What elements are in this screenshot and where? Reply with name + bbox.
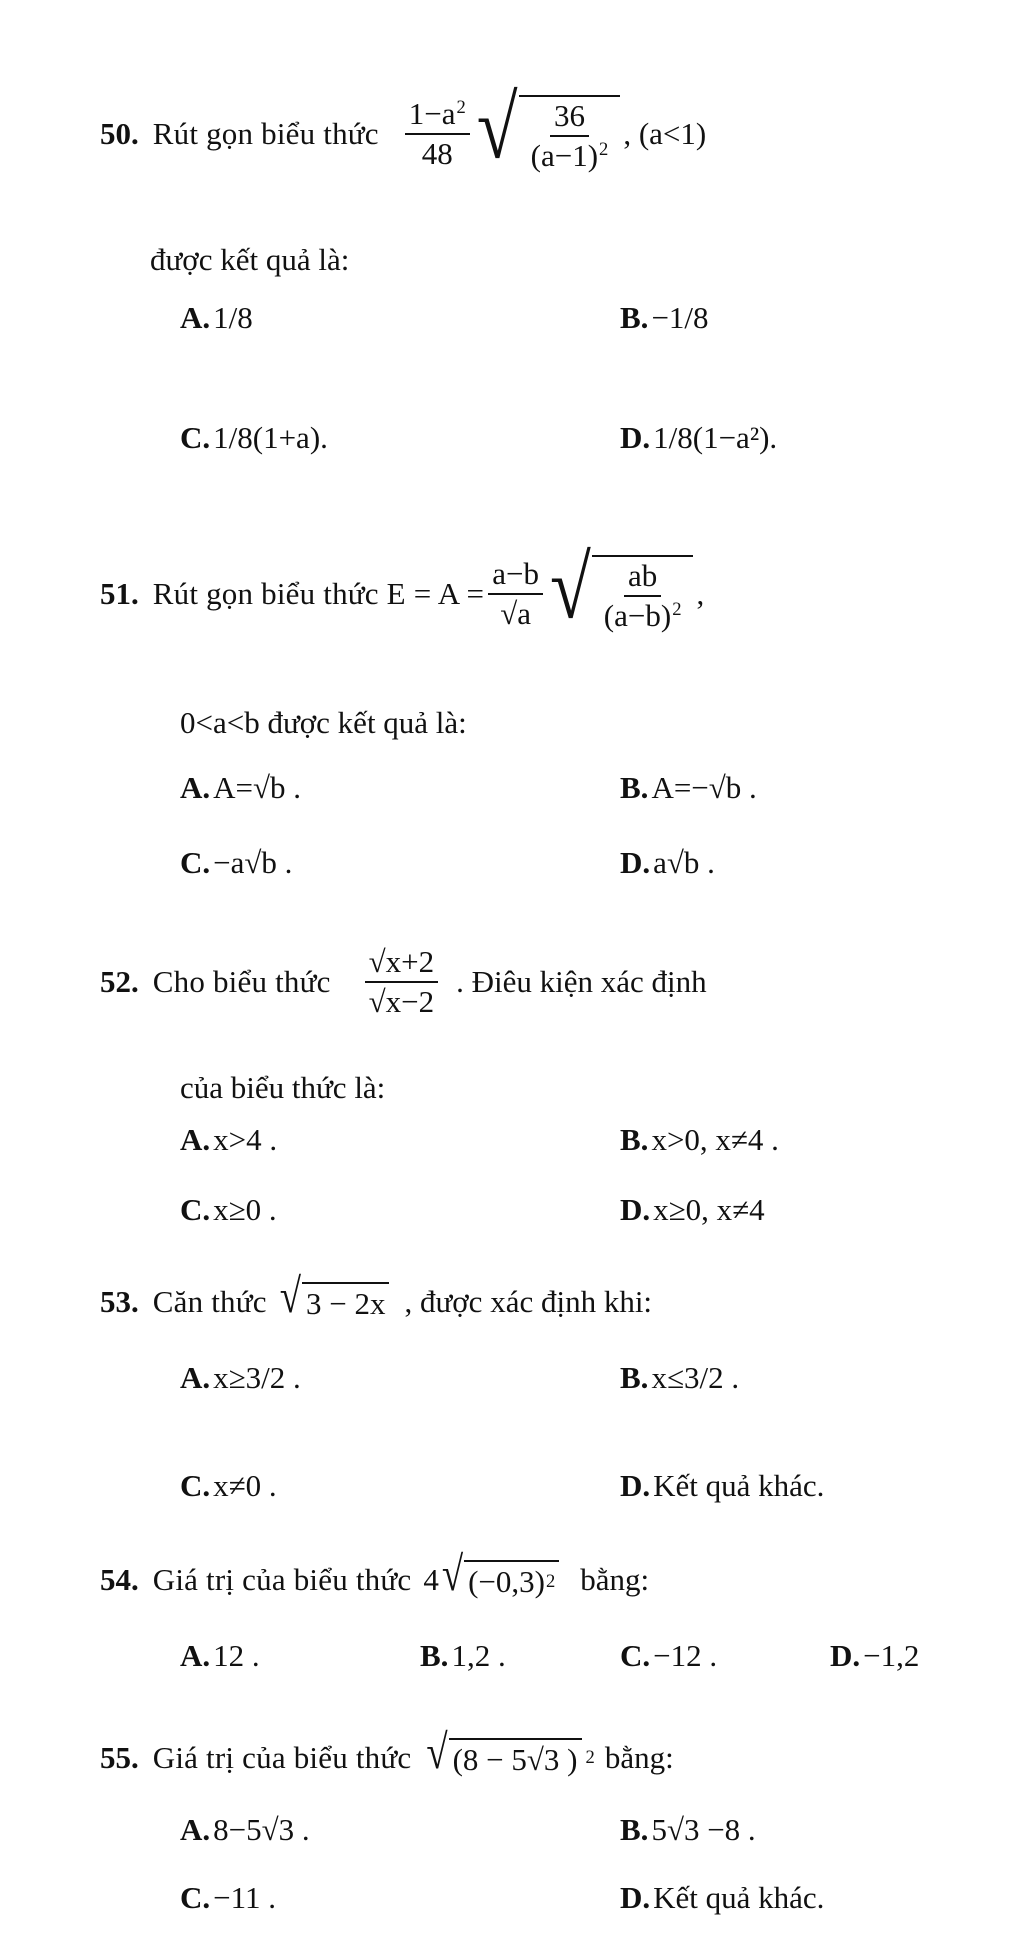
option-b[interactable]: B. A=−√b .	[620, 770, 757, 805]
fraction: $\frac{1-a^2}{48}$	[405, 97, 470, 171]
fraction: $\frac{√x+2}{√x-2}$	[365, 945, 439, 1019]
option-a[interactable]: A. 8−5√3 .	[180, 1812, 310, 1847]
fraction: $\frac{a-b}{√a}$	[488, 557, 543, 631]
option-c[interactable]: C. −12 .	[620, 1638, 718, 1673]
option-d[interactable]: D. 1/8(1−a²).	[620, 420, 778, 455]
square-root: √ (8 − 5√3 )	[426, 1738, 581, 1778]
question-stem: Giá trị của biểu thức	[152, 1740, 412, 1775]
question-number: 50.	[100, 116, 139, 152]
square-root: √ 3 − 2x	[280, 1282, 390, 1322]
option-a[interactable]: A. 12 .	[180, 1638, 260, 1673]
option-b[interactable]: B. 5√3 −8 .	[620, 1812, 756, 1847]
option-c[interactable]: C. 1/8(1+a).	[180, 420, 328, 455]
square-root: √ $\frac{ab}{(a-b)^2}$	[550, 555, 694, 633]
option-d[interactable]: D. −1,2	[830, 1638, 920, 1673]
question-stem-continued: , được xác định khi:	[404, 1284, 653, 1319]
question-number: 52.	[100, 964, 139, 1000]
option-c[interactable]: C. −a√b .	[180, 845, 293, 880]
question-stem: Cho biểu thức	[152, 964, 331, 1000]
question-stem-continued: bằng:	[604, 1740, 674, 1775]
option-b[interactable]: B. 1,2 .	[420, 1638, 506, 1673]
option-b[interactable]: B. −1/8	[620, 300, 709, 335]
question-stem-continued: của biểu thức là:	[180, 1070, 386, 1105]
question-number: 54.	[100, 1562, 139, 1597]
option-c[interactable]: C. x≥0 .	[180, 1192, 277, 1227]
question-number: 53.	[100, 1284, 139, 1319]
option-a[interactable]: A. x≥3/2 .	[180, 1360, 301, 1395]
option-d[interactable]: D. x≥0, x≠4	[620, 1192, 765, 1227]
option-c[interactable]: C. −11 .	[180, 1880, 276, 1915]
question-number: 51.	[100, 576, 139, 612]
question-number: 55.	[100, 1740, 139, 1775]
square-root: √ $\frac{36}{(a-1)^2}$	[477, 95, 621, 173]
question-stem-continued: 0<a<b được kết quả là:	[180, 705, 467, 740]
question-stem: Rút gọn biểu thức	[152, 116, 379, 152]
question-stem-continued: bằng:	[580, 1562, 650, 1597]
square-root: √ (−0,3) 2	[442, 1560, 559, 1600]
option-c[interactable]: C. x≠0 .	[180, 1468, 277, 1503]
option-a[interactable]: A. x>4 .	[180, 1122, 278, 1157]
option-d[interactable]: D. Kết quả khác.	[620, 1880, 825, 1915]
option-d[interactable]: D. Kết quả khác.	[620, 1468, 825, 1503]
question-stem: Rút gọn biểu thức E = A =	[152, 576, 485, 612]
option-d[interactable]: D. a√b .	[620, 845, 715, 880]
question-stem: Giá trị của biểu thức	[152, 1562, 412, 1597]
question-stem-continued: được kết quả là:	[150, 242, 350, 277]
option-a[interactable]: A. 1/8	[180, 300, 253, 335]
option-b[interactable]: B. x>0, x≠4 .	[620, 1122, 779, 1157]
option-a[interactable]: A. A=√b .	[180, 770, 302, 805]
option-b[interactable]: B. x≤3/2 .	[620, 1360, 740, 1395]
question-stem: Căn thức	[152, 1284, 267, 1319]
